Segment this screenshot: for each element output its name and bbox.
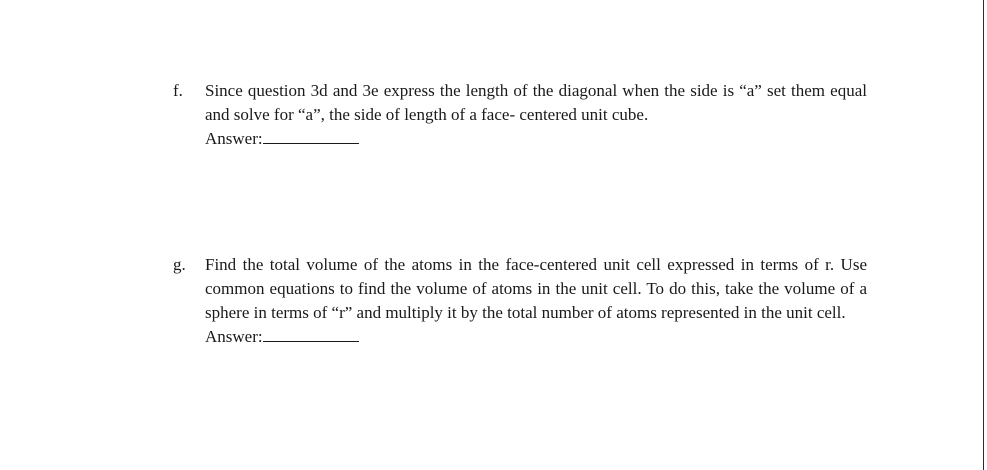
question-f-answer-label: Answer: [205,129,263,148]
question-g-answer-blank[interactable] [263,340,359,342]
question-f-answer-blank[interactable] [263,142,359,144]
question-f-text: Since question 3d and 3e express the length of the diagonal when the side is “a” set them equal and solve for “a”, the side of length of a face- centered unit cube. [205,81,867,124]
question-f-answer-line [205,127,867,151]
question-g-answer-line [205,325,867,349]
question-f-body [205,79,867,151]
question-f-letter: f. [173,81,183,100]
question-g-answer-label: Answer: [205,327,263,346]
question-g-text: Find the total volume of the atoms in the face-centered unit cell expressed in terms of r. Use common equations to find the volume of atoms in the unit cell. To do this, take the volume of a sphere in terms of “r” and multiply it by the total number of atoms represented in the unit cell. [205,255,867,322]
question-g-letter: g. [173,255,186,274]
page-edge-divider [983,0,984,470]
question-g-body [205,253,867,349]
